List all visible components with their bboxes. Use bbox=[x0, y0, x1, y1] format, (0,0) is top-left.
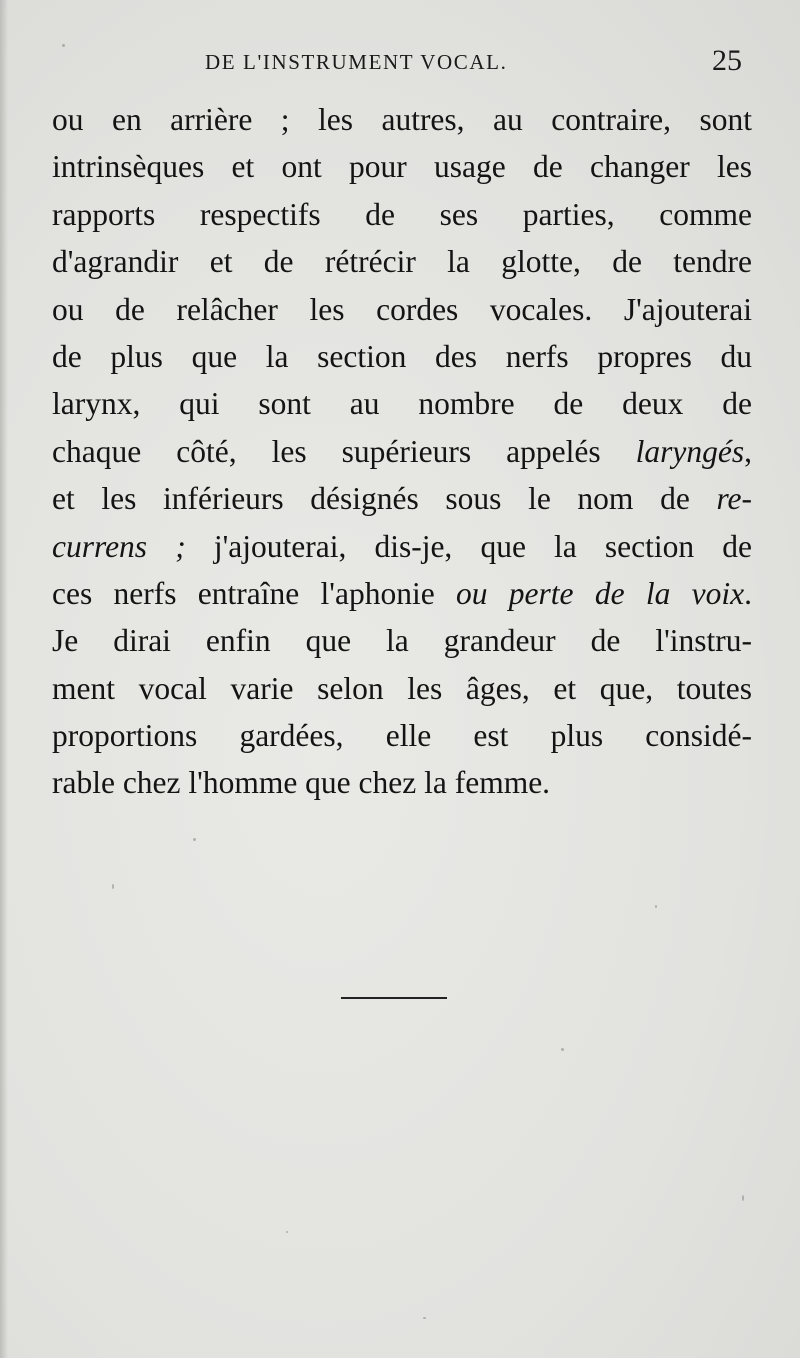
paper-speck bbox=[286, 1231, 288, 1233]
text-line bbox=[52, 428, 752, 475]
page-edge-shadow bbox=[0, 0, 8, 1358]
paper-speck bbox=[62, 44, 65, 47]
text-run: , bbox=[744, 433, 752, 469]
paper-speck bbox=[561, 1048, 564, 1051]
italic-term: re- bbox=[716, 481, 752, 517]
body-text bbox=[52, 96, 752, 807]
text-line: Je dirai enfin que la grandeur de l'instru- bbox=[52, 623, 752, 659]
italic-term: currens ; bbox=[52, 528, 186, 564]
text-run: ces nerfs entraîne l'aphonie bbox=[52, 575, 456, 611]
text-line bbox=[52, 475, 752, 522]
text-line: larynx, qui sont au nombre de deux de bbox=[52, 386, 752, 422]
text-line: de plus que la section des nerfs propres du bbox=[52, 338, 752, 374]
text-run: . bbox=[744, 575, 752, 611]
text-run: chaque côté, les supérieurs appelés bbox=[52, 433, 636, 469]
paper-speck bbox=[193, 838, 196, 841]
paper-speck bbox=[742, 1195, 744, 1201]
text-run: j'ajouterai, dis-je, que la section de bbox=[185, 528, 752, 564]
text-line bbox=[52, 523, 752, 570]
paper-speck bbox=[655, 905, 657, 908]
text-line: proportions gardées, elle est plus considé- bbox=[52, 718, 752, 754]
text-line: ment vocal varie selon les âges, et que, toutes bbox=[52, 670, 752, 706]
paper-speck bbox=[423, 1317, 426, 1319]
section-end-rule bbox=[341, 997, 447, 999]
running-head-title: DE L'INSTRUMENT VOCAL. bbox=[205, 50, 508, 74]
text-line: intrinsèques et ont pour usage de changer les bbox=[52, 149, 752, 185]
running-head bbox=[0, 46, 800, 80]
text-line: ou en arrière ; les autres, au contraire, sont bbox=[52, 102, 752, 137]
text-run: et les inférieurs désignés sous le nom de bbox=[52, 481, 717, 517]
paper-speck bbox=[112, 884, 114, 889]
text-line: d'agrandir et de rétrécir la glotte, de tendre bbox=[52, 244, 752, 280]
text-line: rapports respectifs de ses parties, comme bbox=[52, 196, 752, 232]
text-line: rable chez l'homme que chez la femme. bbox=[52, 765, 551, 801]
text-line bbox=[52, 570, 752, 617]
italic-term: ou perte de la voix bbox=[455, 575, 745, 611]
page-number: 25 bbox=[712, 44, 742, 77]
italic-term: laryngés bbox=[635, 433, 745, 469]
text-line: ou de relâcher les cordes vocales. J'ajouterai bbox=[52, 291, 752, 327]
